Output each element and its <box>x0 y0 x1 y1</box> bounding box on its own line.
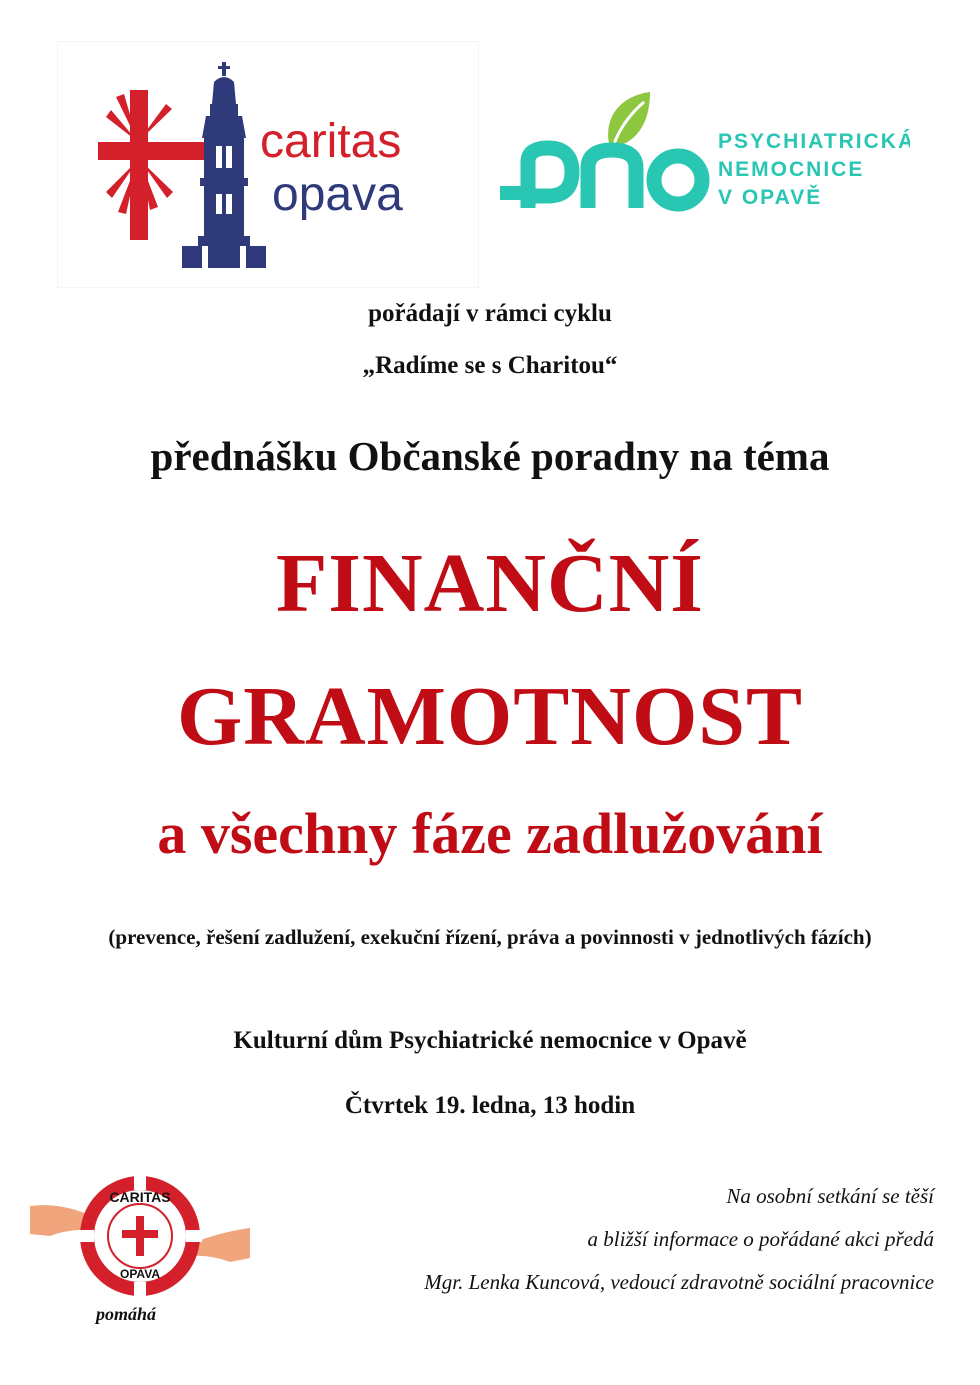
cycle-name: „Radíme se s Charitou“ <box>362 352 618 379</box>
organizers-text: pořádají v rámci cyklu <box>368 300 612 327</box>
contact-line-1: Na osobní setkání se těší <box>726 1184 934 1208</box>
contact-line-2: a bližší informace o pořádané akci předá <box>587 1227 934 1251</box>
pomaha-word: pomáhá <box>95 1304 157 1324</box>
contact-block <box>424 1175 934 1304</box>
caritas-cross-icon <box>98 90 216 240</box>
pomaha-opava-text: OPAVA <box>119 1267 161 1281</box>
caritas-opava-logo <box>58 42 478 287</box>
event-date: Čtvrtek 19. ledna, 13 hodin <box>344 1092 636 1119</box>
caritas-pomaha-logo <box>30 1158 250 1328</box>
pno-letters-icon <box>528 148 702 208</box>
pno-name-line3: V OPAVĚ <box>718 186 823 209</box>
title-line-3: a všechny fáze zadlužování <box>157 801 823 866</box>
event-place: Kulturní dům Psychiatrické nemocnice v Opavě <box>233 1027 747 1054</box>
pomaha-logo-graphic <box>30 1158 250 1328</box>
lecture-intro: přednášku Občanské poradny na téma <box>150 433 830 479</box>
tower-icon <box>182 62 266 268</box>
contact-line-3: Mgr. Lenka Kuncová, vedoucí zdravotně sociální pracovnice <box>424 1270 934 1294</box>
pomaha-caritas-text: CARITAS <box>109 1189 171 1205</box>
caritas-word: caritas <box>260 115 402 168</box>
opava-word: opava <box>272 168 403 221</box>
pno-name-line1: PSYCHIATRICKÁ <box>718 130 910 153</box>
pno-logo-graphic <box>490 88 910 228</box>
title-line-1: FINANČNÍ <box>276 537 704 630</box>
pno-name-line2: NEMOCNICE <box>718 158 865 181</box>
title-line-2: GRAMOTNOST <box>176 670 804 763</box>
pno-logo <box>490 88 910 228</box>
topics-list: (prevence, řešení zadlužení, exekuční řízení, práva a povinnosti v jednotlivých fázích) <box>108 925 872 949</box>
caritas-logo-graphic <box>58 42 478 287</box>
